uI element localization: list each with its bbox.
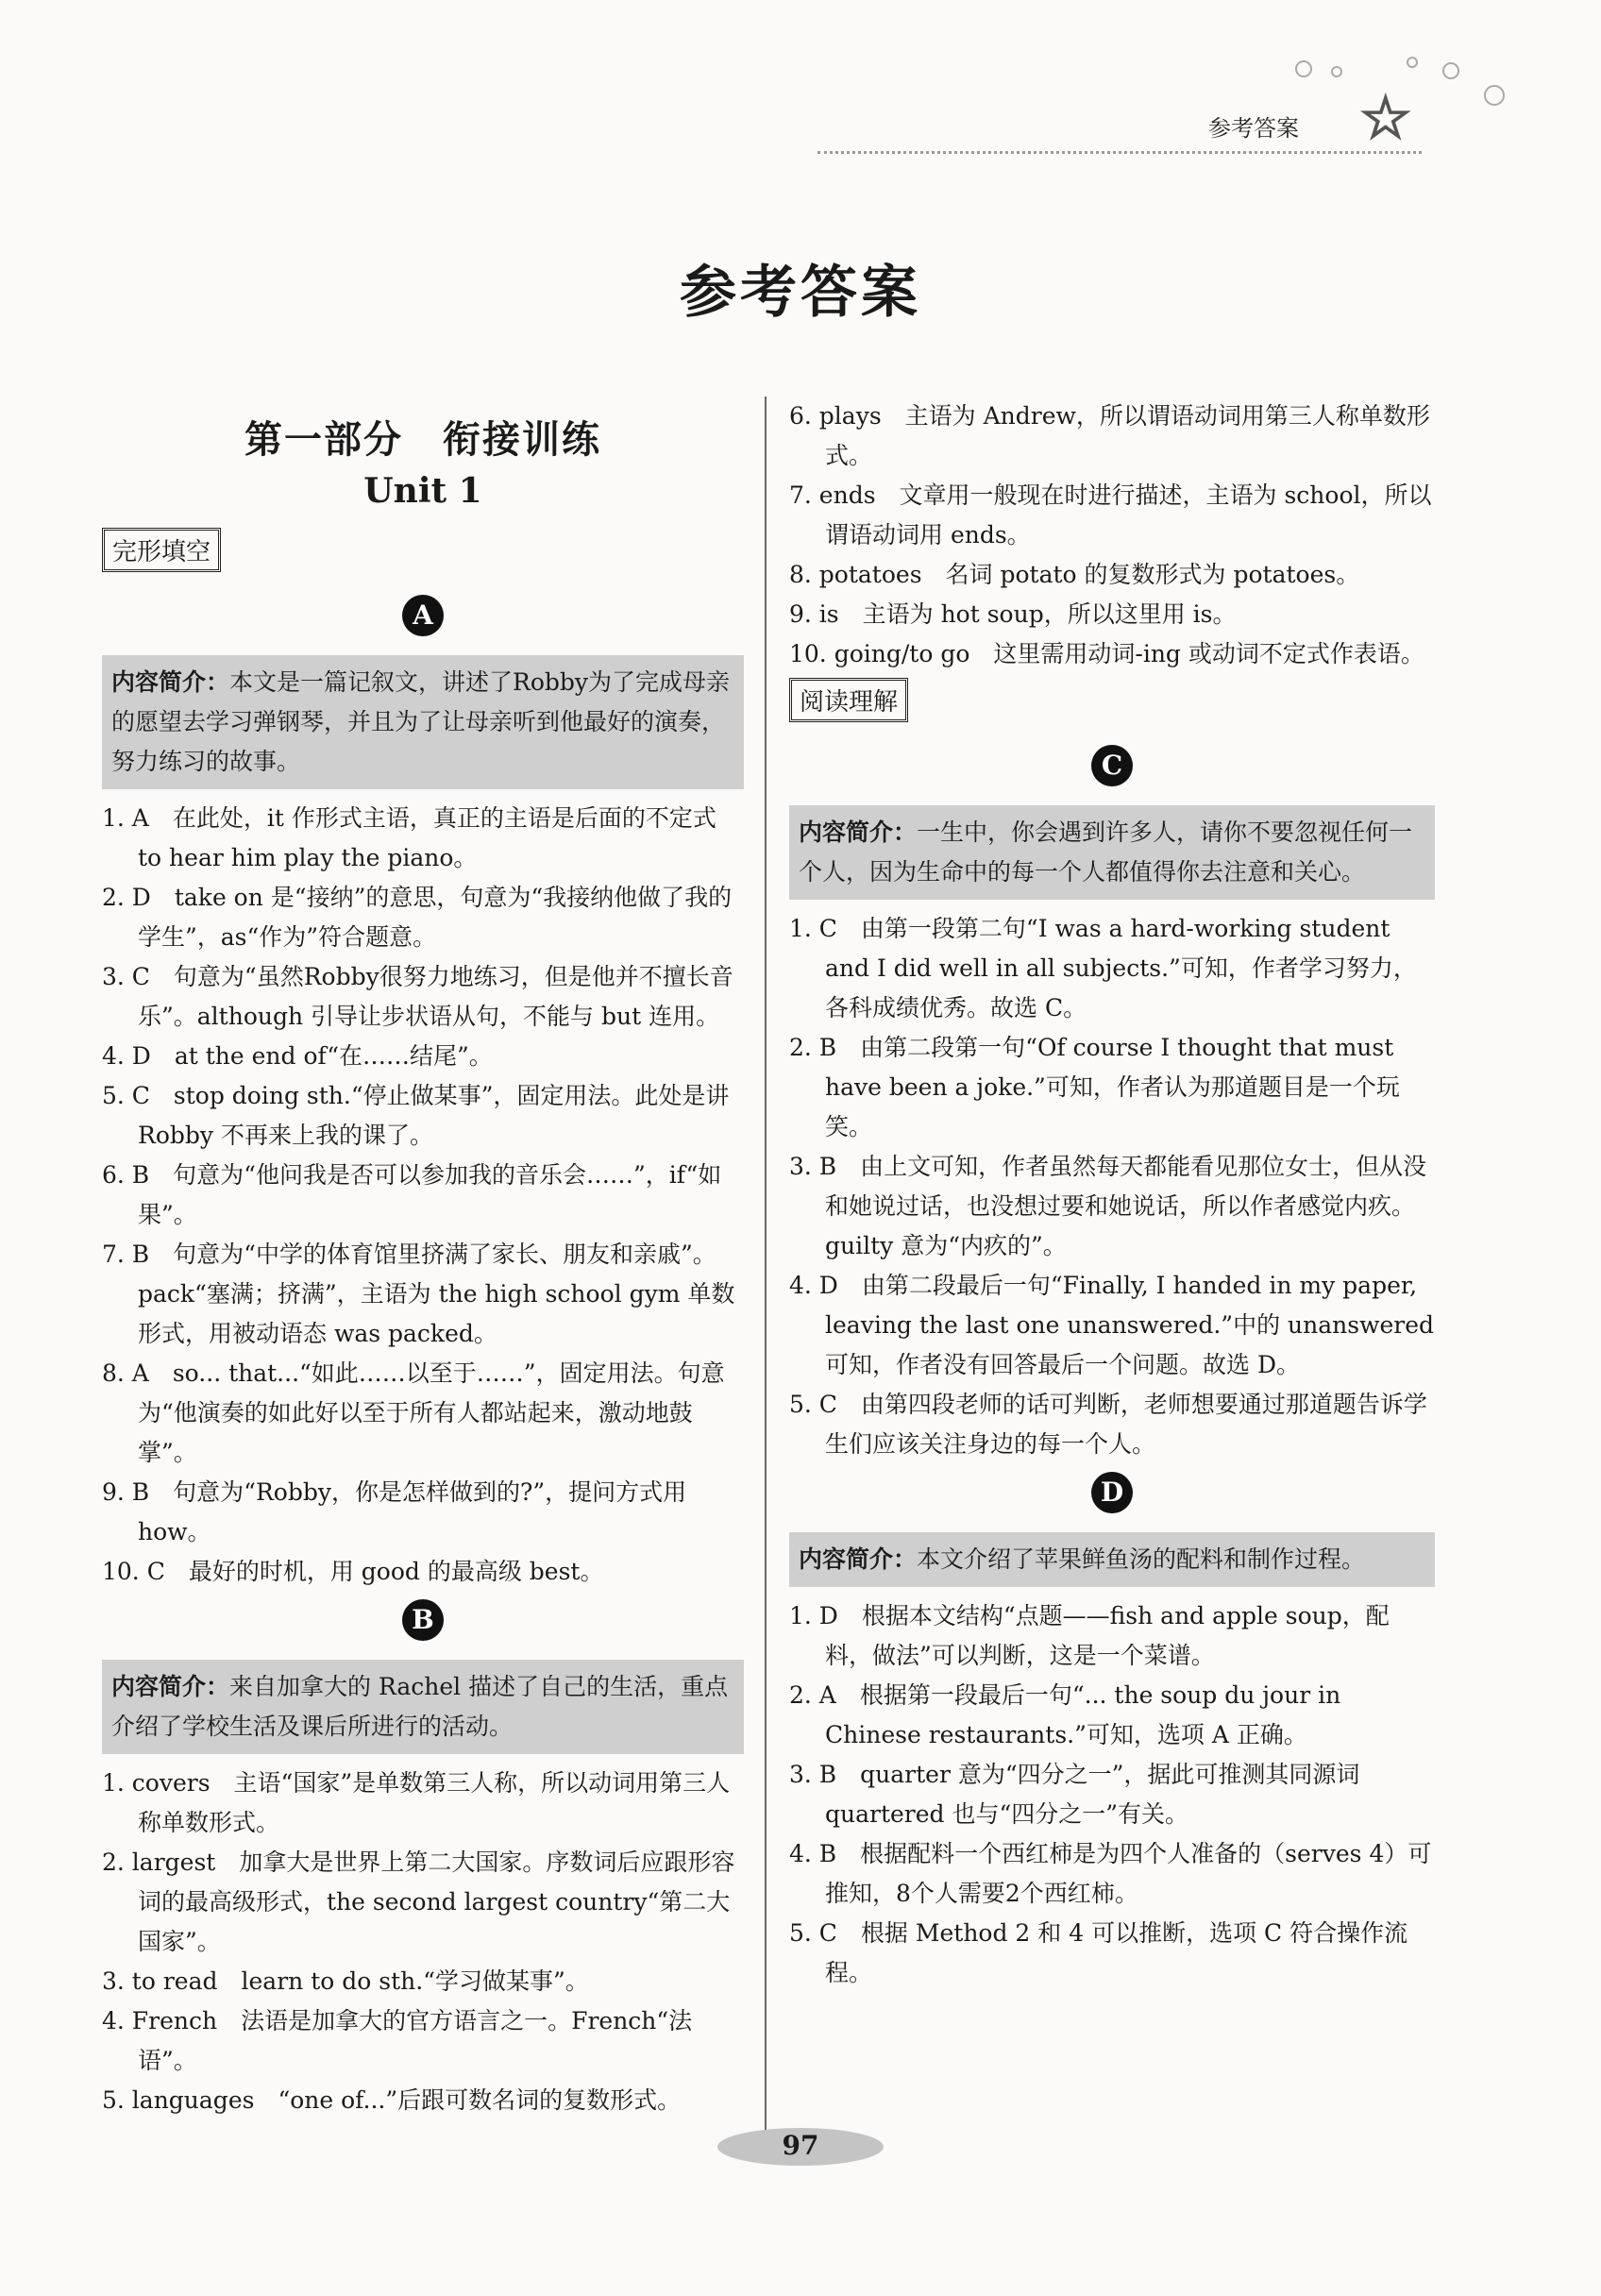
answer-item: 3. B quarter 意为“四分之一”，据此可推测其同源词 quartered 也与“四分之一”有关。 bbox=[789, 1761, 1360, 1828]
summary-text: 来自加拿大的 Rachel 描述了自己的生活，重点介绍了学校生活及课后所进行的活动。 bbox=[111, 1673, 729, 1740]
answer-item: 4. D at the end of“在……结尾”。 bbox=[102, 1042, 493, 1070]
summary-box-a bbox=[102, 655, 744, 789]
left-column bbox=[102, 397, 744, 2120]
answer-item: 3. B 由上文可知，作者虽然每天都能看见那位女士，但从没和她说过话，也没想过要和她说话，所以作者感觉内疚。guilty 意为“内疚的”。 bbox=[789, 1153, 1427, 1259]
answer-item: 3. to read learn to do sth.“学习做某事”。 bbox=[102, 1967, 589, 1995]
answer-item: 1. A 在此处，it 作形式主语，真正的主语是后面的不定式 to hear him play the piano。 bbox=[102, 804, 716, 871]
answer-item: 5. languages “one of...”后跟可数名词的复数形式。 bbox=[102, 2086, 682, 2114]
answer-item: 2. D take on 是“接纳”的意思，句意为“我接纳他做了我的学生”，as“作为”符合题意。 bbox=[102, 884, 733, 951]
passage-badge-c: C bbox=[1091, 745, 1133, 786]
answer-item: 1. covers 主语“国家”是单数第三人称，所以动词用第三人称单数形式。 bbox=[102, 1769, 731, 1836]
summary-label: 内容简介： bbox=[799, 819, 918, 846]
passage-badge-d: D bbox=[1091, 1472, 1133, 1513]
answer-item: 4. French 法语是加拿大的官方语言之一。French“法语”。 bbox=[102, 2007, 693, 2074]
answer-item: 7. ends 文章用一般现在时进行描述，主语为 school，所以谓语动词用 ends。 bbox=[789, 481, 1432, 549]
bubble-decoration bbox=[1331, 66, 1342, 77]
section-tag-cloze: 完形填空 bbox=[102, 528, 221, 572]
part-title: 第一部分 衔接训练 bbox=[244, 418, 601, 462]
answer-item: 10. going/to go 这里需用动词-ing 或动词不定式作表语。 bbox=[789, 640, 1424, 667]
answer-item: 2. B 由第二段第一句“Of course I thought that must have been a joke.”可知，作者认为那道题目是一个玩笑。 bbox=[789, 1034, 1400, 1140]
passage-badge-a: A bbox=[402, 595, 444, 636]
bubble-decoration bbox=[1442, 62, 1459, 79]
column-divider bbox=[765, 397, 767, 2162]
summary-box-d bbox=[789, 1532, 1435, 1587]
answer-item: 5. C 由第四段老师的话可判断，老师想要通过那道题告诉学生们应该关注身边的每一个人。 bbox=[789, 1391, 1427, 1458]
summary-label: 内容简介： bbox=[111, 668, 230, 696]
page-title: 参考答案 bbox=[680, 260, 921, 326]
answer-item: 9. B 句意为“Robby，你是怎样做到的?”，提问方式用 how。 bbox=[102, 1478, 687, 1545]
answer-item: 9. is 主语为 hot soup，所以这里用 is。 bbox=[789, 600, 1237, 628]
answer-item: 4. D 由第二段最后一句“Finally, I handed in my paper, leaving the last one unanswered.”中的 unanswered 可知，作者没有回答最后一个问题。故选 D。 bbox=[789, 1272, 1435, 1378]
right-column bbox=[789, 397, 1435, 1993]
answer-item: 7. B 句意为“中学的体育馆里挤满了家长、朋友和亲戚”。pack“塞满；挤满”，主语为 the high school gym 单数形式，用被动语态 was packed。 bbox=[102, 1241, 735, 1347]
summary-text: 一生中，你会遇到许多人，请你不要忽视任何一个人，因为生命中的每一个人都值得你去注意和关心。 bbox=[799, 819, 1413, 886]
answer-item: 1. D 根据本文结构“点题——fish and apple soup，配料，做法”可以判断，这是一个菜谱。 bbox=[789, 1602, 1390, 1669]
passage-badge-b: B bbox=[402, 1599, 444, 1641]
answer-item: 2. largest 加拿大是世界上第二大国家。序数词后应跟形容词的最高级形式，the second largest country“第二大国家”。 bbox=[102, 1849, 735, 1955]
answer-item: 3. C 句意为“虽然Robby很努力地练习，但是他并不擅长音乐”。although 引导让步状语从句，不能与 but 连用。 bbox=[102, 963, 733, 1030]
header-tag: 参考答案 bbox=[1208, 115, 1299, 142]
section-tag-reading: 阅读理解 bbox=[789, 678, 908, 722]
bubble-decoration bbox=[1407, 57, 1418, 68]
star-icon: ☆ bbox=[1359, 83, 1412, 152]
summary-text: 本文是一篇记叙文，讲述了Robby为了完成母亲的愿望去学习弹钢琴，并且为了让母亲听到他最好的演奏，努力练习的故事。 bbox=[111, 668, 731, 775]
answer-item: 2. A 根据第一段最后一句“... the soup du jour in Chinese restaurants.”可知，选项 A 正确。 bbox=[789, 1681, 1341, 1748]
answer-item: 1. C 由第一段第二句“I was a hard-working student and I did well in all subjects.”可知，作者学习努力，各科成绩优秀。故选 C。 bbox=[789, 915, 1417, 1021]
answer-item: 5. C 根据 Method 2 和 4 可以推断，选项 C 符合操作流程。 bbox=[789, 1919, 1408, 1986]
summary-label: 内容简介： bbox=[111, 1673, 230, 1700]
answer-item: 8. potatoes 名词 potato 的复数形式为 potatoes。 bbox=[789, 561, 1360, 588]
answer-item: 4. B 根据配料一个西红柿是为四个人准备的（serves 4）可推知，8个人需要2个西红柿。 bbox=[789, 1840, 1432, 1907]
answer-item: 8. A so... that...“如此……以至于……”，固定用法。句意为“他演奏的如此好以至于所有人都站起来，激动地鼓掌”。 bbox=[102, 1359, 725, 1466]
page-number: 97 bbox=[782, 2130, 819, 2161]
summary-box-c bbox=[789, 805, 1435, 900]
bubble-decoration bbox=[1484, 85, 1505, 106]
summary-label: 内容简介： bbox=[799, 1545, 918, 1573]
answer-item: 6. plays 主语为 Andrew，所以谓语动词用第三人称单数形式。 bbox=[789, 402, 1430, 469]
answer-item: 10. C 最好的时机，用 good 的最高级 best。 bbox=[102, 1558, 604, 1585]
summary-box-b bbox=[102, 1660, 744, 1754]
summary-text: 本文介绍了苹果鲜鱼汤的配料和制作过程。 bbox=[917, 1545, 1366, 1573]
header-divider bbox=[817, 151, 1422, 154]
bubble-decoration bbox=[1295, 60, 1312, 77]
answer-item: 5. C stop doing sth.“停止做某事”，固定用法。此处是讲 Robby 不再来上我的课了。 bbox=[102, 1082, 730, 1149]
answer-item: 6. B 句意为“他问我是否可以参加我的音乐会……”，if“如果”。 bbox=[102, 1161, 722, 1228]
unit-title: Unit 1 bbox=[363, 471, 482, 511]
